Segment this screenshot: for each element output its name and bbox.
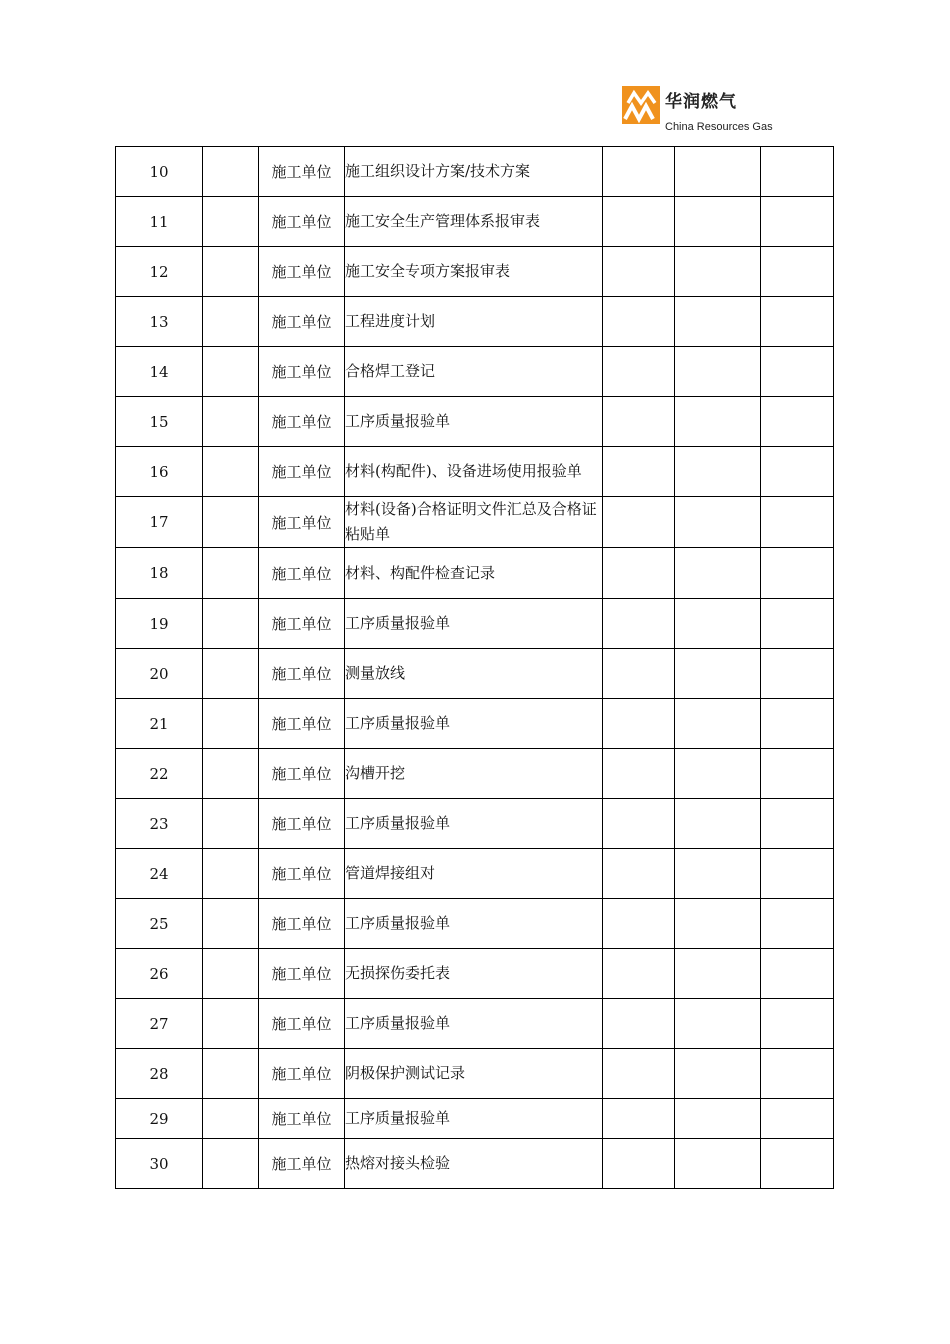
blank-cell [203,1139,259,1189]
blank-cell [761,699,834,749]
table-row [116,1049,834,1099]
table-row [116,899,834,949]
blank-cell [675,699,761,749]
document-checklist-table [115,146,834,1189]
table-row [116,347,834,397]
blank-cell [603,447,675,497]
blank-cell [675,548,761,599]
table-row [116,297,834,347]
unit-cell: 施工单位 [259,649,345,699]
unit-cell: 施工单位 [259,1139,345,1189]
blank-cell [203,297,259,347]
blank-cell [761,899,834,949]
table-row [116,599,834,649]
unit-cell: 施工单位 [259,548,345,599]
blank-cell [203,999,259,1049]
blank-cell [675,1139,761,1189]
unit-cell: 施工单位 [259,247,345,297]
row-number: 25 [116,899,203,949]
blank-cell [761,347,834,397]
document-name: 热熔对接头检验 [345,1139,603,1189]
row-number: 23 [116,799,203,849]
row-number: 14 [116,347,203,397]
blank-cell [603,599,675,649]
row-number: 22 [116,749,203,799]
blank-cell [603,247,675,297]
row-number: 29 [116,1099,203,1139]
blank-cell [203,347,259,397]
blank-cell [761,548,834,599]
table-row [116,247,834,297]
blank-cell [761,247,834,297]
blank-cell [761,197,834,247]
row-number: 30 [116,1139,203,1189]
table-row [116,548,834,599]
blank-cell [203,497,259,548]
blank-cell [761,297,834,347]
blank-cell [675,1049,761,1099]
row-number: 21 [116,699,203,749]
row-number: 28 [116,1049,203,1099]
unit-cell: 施工单位 [259,347,345,397]
table-row [116,497,834,548]
table-row [116,447,834,497]
blank-cell [675,147,761,197]
blank-cell [675,999,761,1049]
document-name: 管道焊接组对 [345,849,603,899]
unit-cell: 施工单位 [259,297,345,347]
blank-cell [761,1139,834,1189]
blank-cell [603,1099,675,1139]
blank-cell [203,1099,259,1139]
blank-cell [675,397,761,447]
blank-cell [675,599,761,649]
document-name: 工程进度计划 [345,297,603,347]
blank-cell [603,1139,675,1189]
table-row [116,799,834,849]
row-number: 12 [116,247,203,297]
row-number: 17 [116,497,203,548]
table-row [116,197,834,247]
blank-cell [603,949,675,999]
row-number: 10 [116,147,203,197]
blank-cell [603,548,675,599]
blank-cell [603,347,675,397]
blank-cell [203,649,259,699]
blank-cell [603,649,675,699]
blank-cell [203,849,259,899]
blank-cell [761,999,834,1049]
blank-cell [675,749,761,799]
blank-cell [203,799,259,849]
unit-cell: 施工单位 [259,949,345,999]
blank-cell [675,899,761,949]
blank-cell [203,247,259,297]
blank-cell [675,849,761,899]
document-name: 工序质量报验单 [345,899,603,949]
blank-cell [203,147,259,197]
row-number: 19 [116,599,203,649]
blank-cell [603,147,675,197]
blank-cell [675,497,761,548]
unit-cell: 施工单位 [259,849,345,899]
blank-cell [203,548,259,599]
blank-cell [675,949,761,999]
blank-cell [603,197,675,247]
table-row [116,749,834,799]
table-row [116,147,834,197]
blank-cell [603,849,675,899]
table-body [116,147,834,1189]
logo-chinese-name: 华润燃气 [665,92,737,112]
table-row [116,699,834,749]
blank-cell [761,1099,834,1139]
row-number: 20 [116,649,203,699]
document-name: 工序质量报验单 [345,699,603,749]
blank-cell [203,1049,259,1099]
unit-cell: 施工单位 [259,899,345,949]
unit-cell: 施工单位 [259,497,345,548]
blank-cell [761,447,834,497]
row-number: 24 [116,849,203,899]
document-name: 工序质量报验单 [345,999,603,1049]
blank-cell [203,749,259,799]
blank-cell [761,799,834,849]
row-number: 18 [116,548,203,599]
company-logo [622,86,782,136]
table-row [116,949,834,999]
blank-cell [675,799,761,849]
table-row [116,849,834,899]
row-number: 26 [116,949,203,999]
blank-cell [761,749,834,799]
row-number: 16 [116,447,203,497]
document-name: 阴极保护测试记录 [345,1049,603,1099]
china-resources-logo-icon [622,86,660,124]
row-number: 15 [116,397,203,447]
row-number: 13 [116,297,203,347]
unit-cell: 施工单位 [259,749,345,799]
document-name: 施工安全专项方案报审表 [345,247,603,297]
unit-cell: 施工单位 [259,197,345,247]
unit-cell: 施工单位 [259,1049,345,1099]
unit-cell: 施工单位 [259,447,345,497]
blank-cell [761,849,834,899]
blank-cell [675,447,761,497]
blank-cell [761,949,834,999]
unit-cell: 施工单位 [259,599,345,649]
blank-cell [203,949,259,999]
blank-cell [203,899,259,949]
blank-cell [203,699,259,749]
blank-cell [675,297,761,347]
document-name: 材料(设备)合格证明文件汇总及合格证粘贴单 [345,497,603,548]
document-name: 无损探伤委托表 [345,949,603,999]
unit-cell: 施工单位 [259,1099,345,1139]
blank-cell [603,749,675,799]
unit-cell: 施工单位 [259,999,345,1049]
blank-cell [675,197,761,247]
document-name: 材料、构配件检查记录 [345,548,603,599]
blank-cell [761,649,834,699]
document-name: 施工组织设计方案/技术方案 [345,147,603,197]
document-name: 材料(构配件)、设备进场使用报验单 [345,447,603,497]
row-number: 11 [116,197,203,247]
blank-cell [761,147,834,197]
blank-cell [761,497,834,548]
blank-cell [761,397,834,447]
blank-cell [603,999,675,1049]
unit-cell: 施工单位 [259,397,345,447]
document-name: 沟槽开挖 [345,749,603,799]
blank-cell [675,649,761,699]
logo-english-name: China Resources Gas [665,121,773,133]
document-name: 工序质量报验单 [345,397,603,447]
document-name: 工序质量报验单 [345,599,603,649]
blank-cell [203,447,259,497]
blank-cell [603,899,675,949]
blank-cell [761,599,834,649]
table-row [116,1099,834,1139]
table-row [116,397,834,447]
blank-cell [603,297,675,347]
blank-cell [603,1049,675,1099]
blank-cell [675,347,761,397]
blank-cell [675,247,761,297]
document-name: 测量放线 [345,649,603,699]
blank-cell [761,1049,834,1099]
table-row [116,1139,834,1189]
blank-cell [603,397,675,447]
blank-cell [603,497,675,548]
document-name: 合格焊工登记 [345,347,603,397]
blank-cell [603,799,675,849]
table-row [116,649,834,699]
blank-cell [203,599,259,649]
document-name: 工序质量报验单 [345,799,603,849]
blank-cell [603,699,675,749]
table-row [116,999,834,1049]
row-number: 27 [116,999,203,1049]
blank-cell [675,1099,761,1139]
document-name: 施工安全生产管理体系报审表 [345,197,603,247]
unit-cell: 施工单位 [259,147,345,197]
unit-cell: 施工单位 [259,699,345,749]
blank-cell [203,397,259,447]
unit-cell: 施工单位 [259,799,345,849]
document-name: 工序质量报验单 [345,1099,603,1139]
blank-cell [203,197,259,247]
